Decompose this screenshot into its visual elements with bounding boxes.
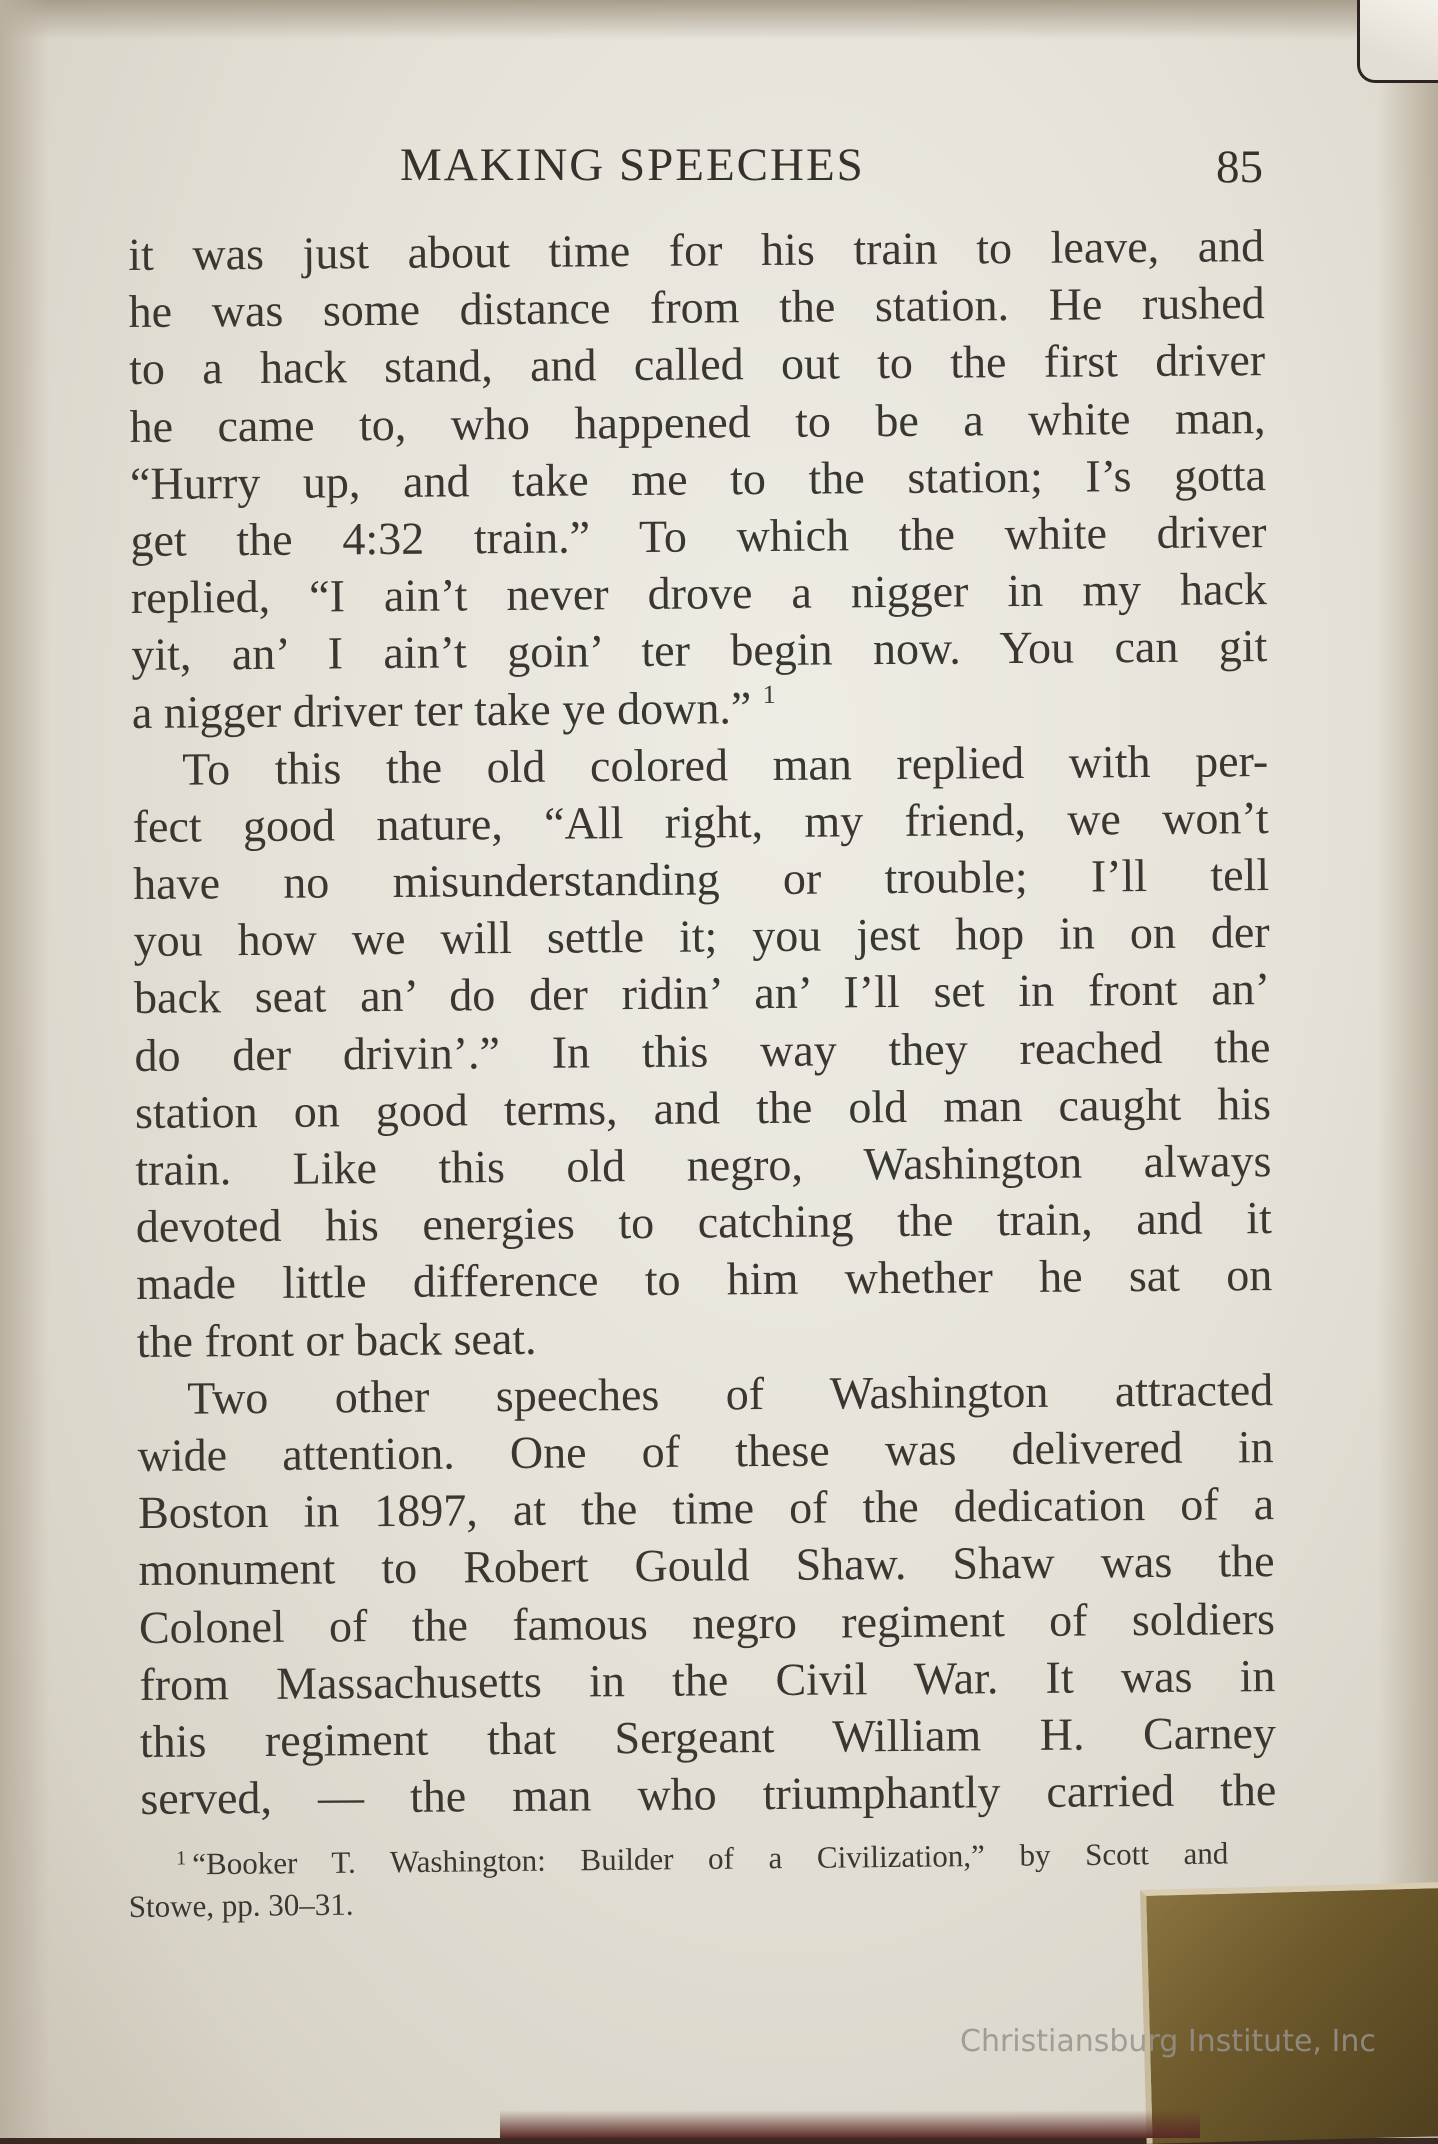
- watermark: Christiansburg Institute, Inc: [960, 2024, 1376, 2059]
- footnote-reference: 1: [762, 679, 776, 709]
- body-text: [128, 217, 1277, 1827]
- text-line: Boston in 1897, at the time of the dedication of a: [137, 1478, 1275, 1539]
- text-line: you how we will settle it; you jest hop in on der: [133, 906, 1270, 967]
- text-line: fect good nature, “All right, my friend, we won’t: [132, 791, 1269, 852]
- book-cover-edge: [500, 2110, 1200, 2138]
- text-line: train. Like this old negro, Washington always: [135, 1135, 1272, 1195]
- text-line: this regiment that Sergeant William H. Carney: [139, 1706, 1277, 1767]
- footnote-line: Stowe, pp. 30–31.: [128, 1886, 354, 1924]
- text-line: “Hurry up, and take me to the station; I’s gotta: [129, 448, 1267, 509]
- text-line: from Massachusetts in the Civil War. It was in: [139, 1649, 1276, 1710]
- text-line: have no misunderstanding or trouble; I’ll tell: [132, 849, 1270, 910]
- text-line: devoted his energies to catching the train, and it: [135, 1192, 1273, 1253]
- text-line: he came to, who happened to be a white man,: [129, 391, 1266, 452]
- text-line: it was just about time for his train to leave, and: [128, 220, 1265, 280]
- page-edge-left: [0, 0, 50, 2138]
- text-line: he was some distance from the station. He rushed: [128, 277, 1265, 338]
- text-line: made little difference to him whether he sat on: [136, 1249, 1273, 1310]
- text-line: monument to Robert Gould Shaw. Shaw was the: [138, 1535, 1275, 1596]
- text-line: [132, 675, 1268, 741]
- text-line: served, — the man who triumphantly carried the: [140, 1764, 1277, 1825]
- text-line: To this the old colored man replied with per-: [182, 734, 1269, 795]
- page-edge-top: [0, 0, 1438, 40]
- page-edge-right: [1378, 0, 1438, 2138]
- text-line: yit, an’ I ain’t goin’ ter begin now. You can git: [131, 620, 1268, 681]
- text-line: the front or back seat.: [136, 1312, 537, 1367]
- text-line: replied, “I ain’t never drove a nigger in my hack: [130, 563, 1268, 624]
- footnote-marker: 1: [176, 1847, 187, 1870]
- text-line: Two other speeches of Washington attracted: [187, 1363, 1274, 1424]
- page-corner-flap: [1357, 0, 1438, 83]
- bookmark-tab: [1140, 1882, 1438, 2144]
- page-number: 85: [1216, 141, 1263, 193]
- text-line: Colonel of the famous negro regiment of soldiers: [138, 1592, 1276, 1653]
- text-line-content: a nigger driver ter take ye down.”: [131, 681, 752, 738]
- text-line: back seat an’ do der ridin’ an’ I’ll set in front an’: [133, 963, 1271, 1024]
- text-line: get the 4:32 train.” To which the white driver: [130, 506, 1267, 566]
- footnote: [128, 1824, 1229, 1930]
- text-line: wide attention. One of these was delivered in: [137, 1420, 1274, 1481]
- footnote-text: “Booker T. Washington: Builder of a Civilization,” by Scott and: [192, 1835, 1229, 1882]
- text-line: to a hack stand, and called out to the first driver: [128, 334, 1266, 395]
- text-line: station on good terms, and the old man caught his: [134, 1077, 1272, 1138]
- text-line: do der drivin’.” In this way they reached the: [134, 1020, 1271, 1081]
- running-title: MAKING SPEECHES: [400, 139, 865, 191]
